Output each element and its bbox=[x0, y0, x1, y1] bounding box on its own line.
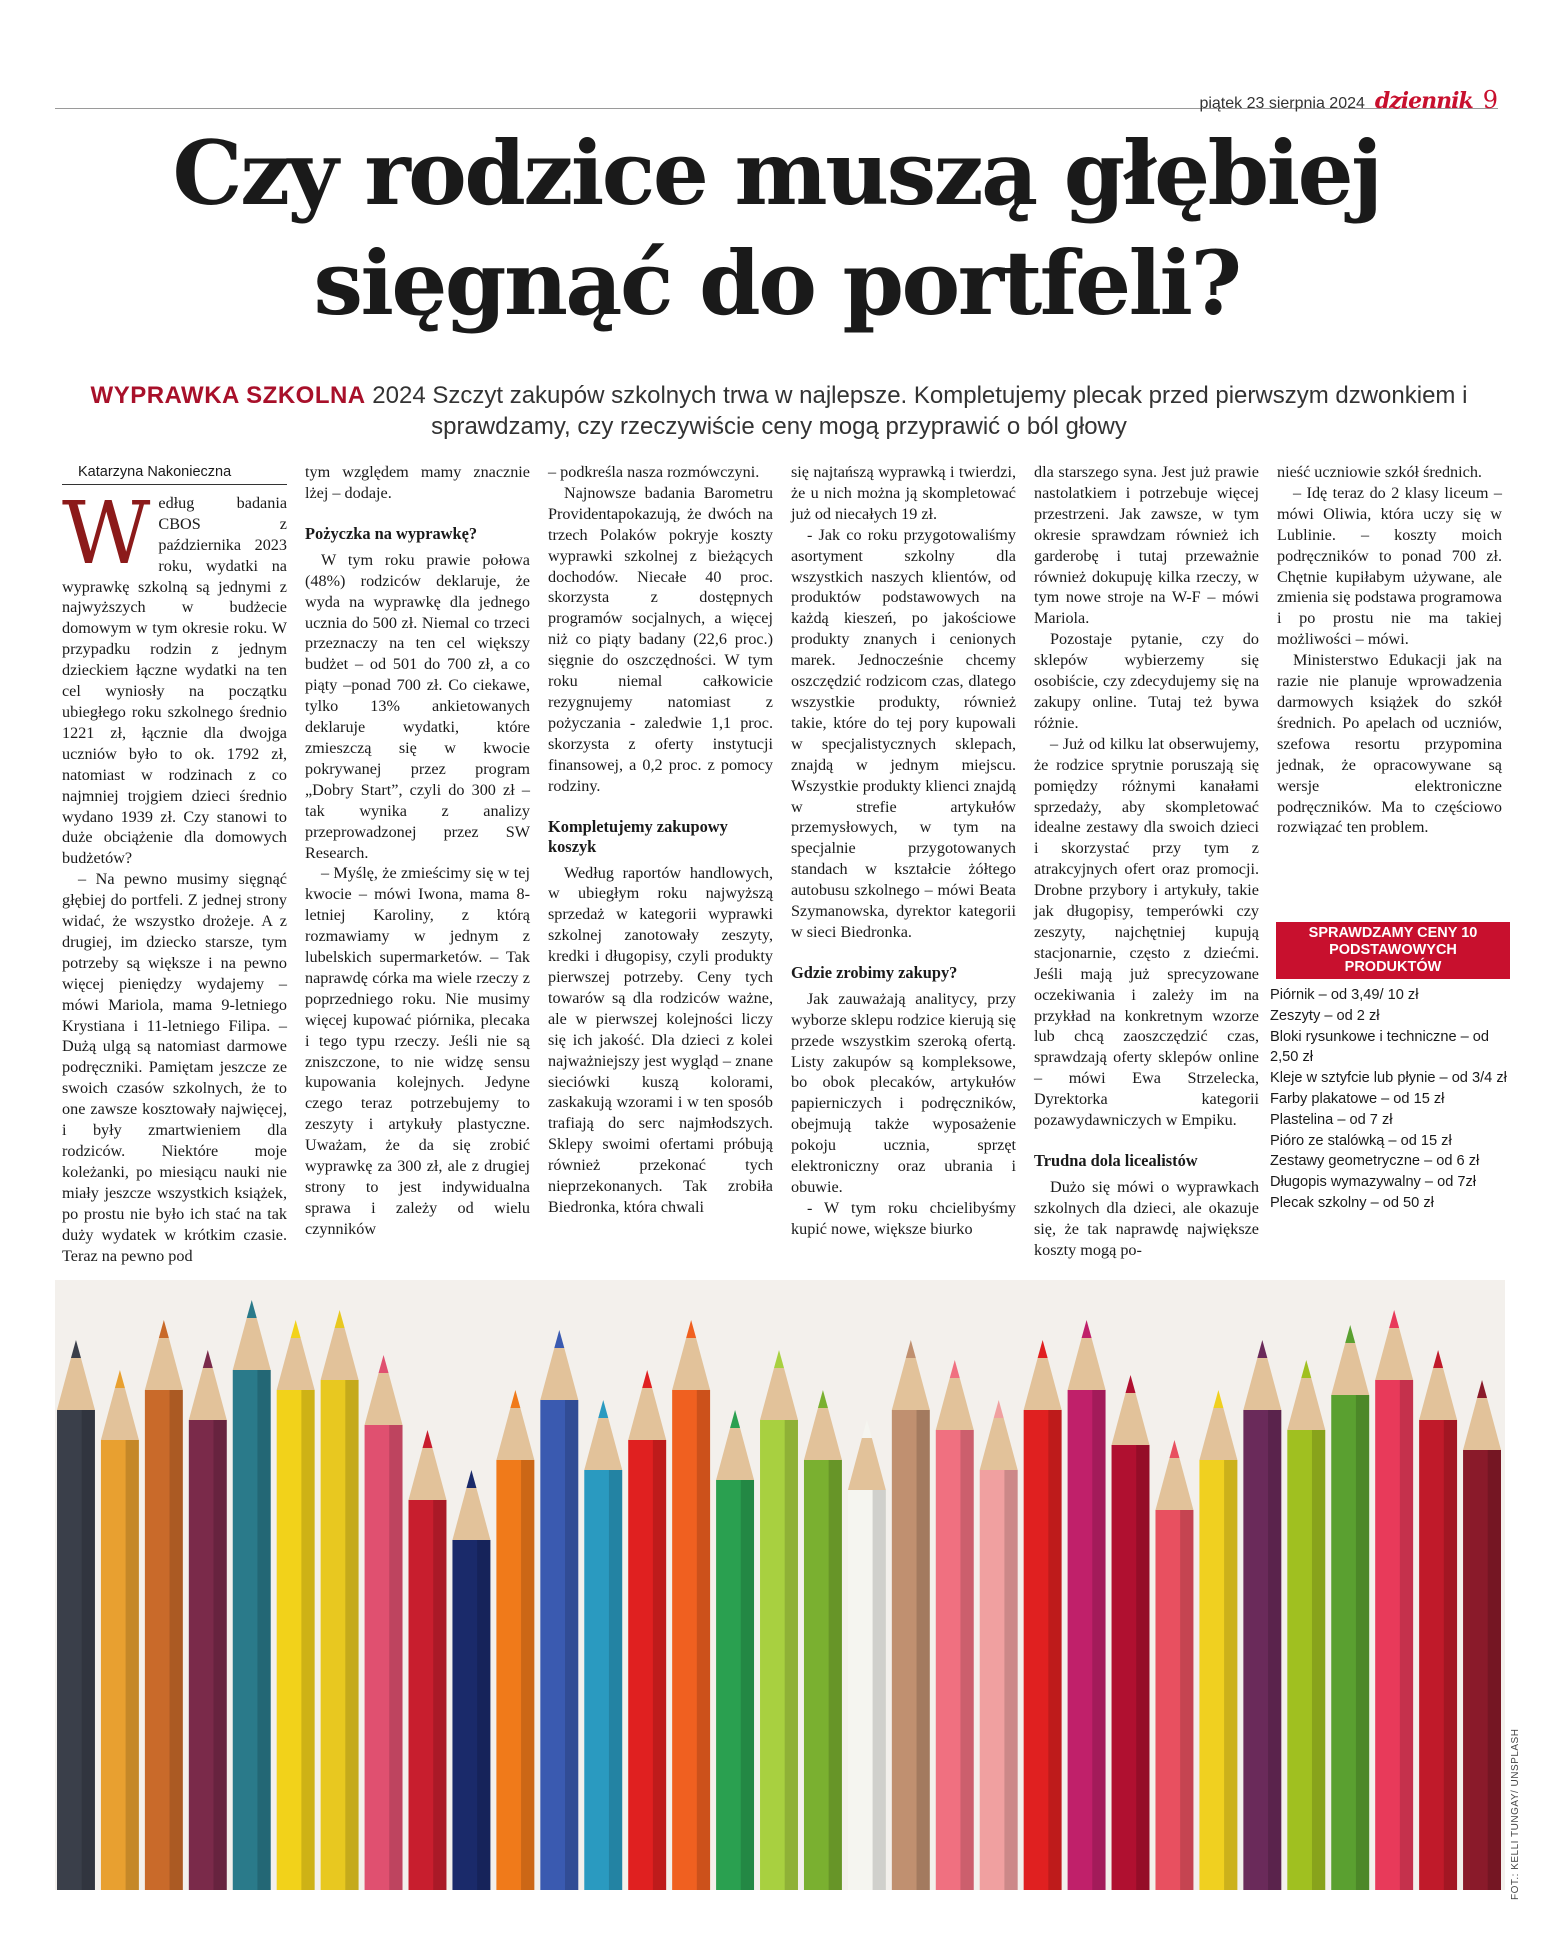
pencil-shade bbox=[829, 1460, 842, 1890]
paragraph: nieść uczniowie szkół średnich. bbox=[1277, 463, 1482, 481]
pencil-wood bbox=[277, 1338, 315, 1390]
headline-line-2: sięgnąć do portfeli? bbox=[313, 231, 1240, 335]
pencil-lead bbox=[994, 1400, 1004, 1418]
pencil-lead bbox=[730, 1410, 740, 1428]
pencil-lead bbox=[1169, 1440, 1179, 1458]
pencil-lead bbox=[510, 1390, 520, 1408]
pencil-shade bbox=[1356, 1395, 1369, 1890]
pencil-wood bbox=[980, 1418, 1018, 1470]
price-list bbox=[1270, 985, 1510, 1214]
pencil bbox=[365, 1355, 403, 1890]
pencil-shade bbox=[653, 1440, 666, 1890]
pencil-wood bbox=[57, 1358, 95, 1410]
pencil bbox=[496, 1390, 534, 1890]
pencil-shade bbox=[1488, 1450, 1501, 1890]
pencil-wood bbox=[233, 1318, 271, 1370]
pencil-shade bbox=[1092, 1390, 1105, 1890]
paragraph: Pozostaje pytanie, czy do sklepów wybierzemy się osobiście, czy zdecydujemy się na zakupy online. Tutaj też bywa różnie. bbox=[1034, 630, 1259, 732]
pencil-shade bbox=[565, 1400, 578, 1890]
pencil bbox=[1463, 1380, 1501, 1890]
paragraph: Dużo się mówi o wyprawkach szkolnych dla dzieci, ale okazuje się, że tak naprawdę największe koszty mogą po- bbox=[1034, 1178, 1259, 1259]
pencil bbox=[1024, 1340, 1062, 1890]
pencil-wood bbox=[365, 1373, 403, 1425]
pencil-shade bbox=[960, 1430, 973, 1890]
pencil-shade bbox=[213, 1420, 226, 1890]
column-5 bbox=[1034, 462, 1259, 1261]
pencil-wood bbox=[936, 1378, 974, 1430]
byline: Katarzyna Nakonieczna bbox=[62, 462, 287, 485]
pencil bbox=[1287, 1360, 1325, 1890]
pencil bbox=[716, 1410, 754, 1890]
paragraph: się najtańszą wyprawką i twierdzi, że u nich można ją skompletować już od niecałych 19 zł. bbox=[791, 463, 1016, 523]
pencil-shade bbox=[917, 1410, 930, 1890]
pencil-lead bbox=[291, 1320, 301, 1338]
pencil-shade bbox=[697, 1390, 710, 1890]
pencil-wood bbox=[1155, 1458, 1193, 1510]
pencil-lead bbox=[1257, 1340, 1267, 1358]
pencil-lead bbox=[335, 1310, 345, 1328]
pencil-shade bbox=[1180, 1510, 1193, 1890]
column-6 bbox=[1277, 462, 1502, 838]
pencil-lead bbox=[774, 1350, 784, 1368]
pencil-lead bbox=[466, 1470, 476, 1488]
column-1 bbox=[62, 462, 287, 1266]
pencil-shade bbox=[1444, 1420, 1457, 1890]
pencil bbox=[1375, 1310, 1413, 1890]
pencil bbox=[57, 1340, 95, 1890]
page-number: 9 bbox=[1482, 86, 1498, 114]
paragraph: – Idę teraz do 2 klasy liceum – mówi Oliwia, która uczy się w Lublinie. – koszty moich podręczników to ponad 700 zł. Chętnie kupiłabym używane, ale zmienia się podstawa programowa i po prostu nie ma takiej możliwości – mówi. bbox=[1277, 483, 1502, 649]
pencil-lead bbox=[686, 1320, 696, 1338]
photo-credit: FOT.: KELLI TUNGAY/ UNSPLASH bbox=[1510, 1728, 1521, 1900]
pencil-shade bbox=[170, 1390, 183, 1890]
subheading: Pożyczka na wyprawkę? bbox=[305, 523, 478, 543]
colored-pencils-photo bbox=[55, 1280, 1505, 1890]
lead-paragraph bbox=[70, 380, 1488, 442]
headline bbox=[55, 118, 1498, 338]
pencil-shade bbox=[82, 1410, 95, 1890]
price-box-title: SPRAWDZAMY CENY 10 PODSTAWOWYCH PRODUKTÓW bbox=[1276, 922, 1510, 979]
pencil-wood bbox=[409, 1448, 447, 1500]
paragraph: tym względem mamy znacznie lżej – dodaje. bbox=[305, 463, 530, 502]
paragraph: – Na pewno musimy sięgnąć głębiej do portfeli. Z jednej strony widać, że wszystko drożeje. A z drugiej, im dziecko starsze, tym potrzeby są większe i na pewno więcej pieniędzy wydajemy – mówi Mariola, mama 9-letniego Krystiana i 11-letniego Filipa. – Dużą ulgą są natomiast darmowe podręczniki. Pamiętam jeszcze ze swoich czasów szkolnych, że to one zawsze kosztowały najwięcej, i były zmartwieniem dla rodziców. Niektóre moje koleżanki, po miesiącu nauki nie miały jeszcze wszystkich książek, po prostu nie było ich stać na tak duży wydatek w krótkim czasie. Teraz na pewno pod bbox=[62, 870, 287, 1265]
paragraph: Najnowsze badania Barometru Providentapokazują, że dwóch na trzech Polaków pokryje koszty wyprawki szkolnej z bieżących dochodów. Niecałe 40 proc. skorzysta z dostępnych programów socjalnych, a więcej niż co piąty badany (22,6 proc.) sięgnie do oszczędności. W tym roku niemal całkowicie rezygnujemy natomiast z pożyczania - zaledwie 1,1 proc. skorzysta z oferty instytucji finansowej, a 0,2 proc. z pomocy rodziny. bbox=[548, 483, 773, 795]
paragraph: dla starszego syna. Jest już prawie nastolatkiem i potrzebuje więcej przestrzeni. Jak zawsze, w tym okresie sprawdzam również ich garderobę i tutaj przeważnie również dokupuję kilka rzeczy, w tym nowe stroje na W-F – mówi Mariola. bbox=[1034, 463, 1259, 628]
pencil-wood bbox=[452, 1488, 490, 1540]
pencil-lead bbox=[159, 1320, 169, 1338]
pencil-shade bbox=[1224, 1460, 1237, 1890]
pencil-shade bbox=[1268, 1410, 1281, 1890]
price-item: Farby plakatowe – od 15 zł bbox=[1270, 1090, 1445, 1107]
pencil bbox=[101, 1370, 139, 1890]
pencil-lead bbox=[247, 1300, 257, 1318]
pencil-wood bbox=[1331, 1343, 1369, 1395]
pencil bbox=[804, 1390, 842, 1890]
pencil-wood bbox=[1199, 1408, 1237, 1460]
pencil bbox=[1199, 1390, 1237, 1890]
pencil bbox=[628, 1370, 666, 1890]
price-item: Bloki rysunkowe i techniczne – od 2,50 zł bbox=[1270, 1028, 1490, 1066]
pencil-shade bbox=[477, 1540, 490, 1890]
pencil bbox=[1112, 1375, 1150, 1890]
masthead bbox=[1199, 86, 1498, 114]
pencil bbox=[1419, 1350, 1457, 1890]
pencil-lead bbox=[1345, 1325, 1355, 1343]
price-item: Kleje w sztyfcie lub płynie – od 3/4 zł bbox=[1270, 1070, 1507, 1087]
pencil-shade bbox=[1048, 1410, 1061, 1890]
pencil-wood bbox=[1243, 1358, 1281, 1410]
pencil bbox=[892, 1340, 930, 1890]
pencil-lead bbox=[598, 1400, 608, 1418]
paragraph: – Już od kilku lat obserwujemy, że rodzice sprytnie poruszają się pomiędzy różnymi kanałami sprzedaży, aby skompletować idealne zestawy dla swoich dzieci i skorzystać przy tym z atrakcyjnych ofert oraz promocji. Drobne przybory i artykuły, takie jak długopisy, temperówki czy zeszyty, najchętniej kupują stacjonarnie, często z dziećmi. Jeśli mają już sprecyzowane oczekiwania i zależy im na przykład na konkretnym wzorze lub chcą zaoszczędzić czas, sprawdzają oferty sklepów online – mówi Ewa Strzelecka, Dyrektorka kategorii pozawydawniczych w Empiku. bbox=[1034, 734, 1259, 1130]
column-4 bbox=[791, 462, 1016, 1240]
pencil-shade bbox=[1004, 1470, 1017, 1890]
price-item: Zestawy geometryczne – od 6 zł bbox=[1270, 1153, 1480, 1170]
pencil-shade bbox=[126, 1440, 139, 1890]
pencil-lead bbox=[1126, 1375, 1136, 1393]
pencil bbox=[1243, 1340, 1281, 1890]
pencil-lead bbox=[642, 1370, 652, 1388]
pencil-wood bbox=[628, 1388, 666, 1440]
pencil bbox=[233, 1300, 271, 1890]
pencil-shade bbox=[1136, 1445, 1149, 1890]
paragraph: edług badania CBOS z października 2023 roku, wydatki na wyprawkę szkolną są jednymi z najwyższych w budżecie domowym w tym okresie roku. W przypadku rodzin z jednym dzieckiem łączne wydatki na ten cel wyniosły na początku ubiegłego roku szkolnego średnio 1221 zł, łącznie dla dwojga uczniów było to ok. 1792 zł, natomiast w rodzinach z co najmniej trojgiem dzieci średnio wydano 1939 zł. Czy stanowi to duże obciążenie dla domowych budżetów? bbox=[62, 493, 287, 868]
pencil-wood bbox=[1463, 1398, 1501, 1450]
pencil-wood bbox=[804, 1408, 842, 1460]
pencil bbox=[189, 1350, 227, 1890]
pencil bbox=[277, 1320, 315, 1890]
pencil-lead bbox=[1433, 1350, 1443, 1368]
pencil-wood bbox=[540, 1348, 578, 1400]
pencil-wood bbox=[1375, 1328, 1413, 1380]
pencil-wood bbox=[1419, 1368, 1457, 1420]
pencil-wood bbox=[1112, 1393, 1150, 1445]
paragraph: Jak zauważają analitycy, przy wyborze sklepu rodzice kierują się przede wszystkim szeroką ofertą. Listy zakupów są kompleksowe, bo obok plecaków, artykułów papierniczych i podręczników, obejmują także wyposażenie pokoju ucznia, sprzęt elektroniczny oraz ubrania i obuwie. bbox=[791, 989, 1016, 1196]
pencil-shade bbox=[1312, 1430, 1325, 1890]
pencil-wood bbox=[848, 1438, 886, 1490]
pencil bbox=[848, 1420, 886, 1890]
pencil-wood bbox=[496, 1408, 534, 1460]
paragraph: – podkreśla nasza rozmówczyni. bbox=[548, 463, 760, 481]
pencil bbox=[672, 1320, 710, 1890]
pencil-wood bbox=[1287, 1378, 1325, 1430]
price-item: Długopis wymazywalny – od 7zł bbox=[1270, 1174, 1477, 1191]
pencil-shade bbox=[521, 1460, 534, 1890]
pencil-wood bbox=[189, 1368, 227, 1420]
pencil-lead bbox=[1389, 1310, 1399, 1328]
subheading: Gdzie zrobimy zakupy? bbox=[791, 962, 958, 982]
pencil-lead bbox=[71, 1340, 81, 1358]
pencil-shade bbox=[785, 1420, 798, 1890]
pencil-lead bbox=[1082, 1320, 1092, 1338]
pencil bbox=[321, 1310, 359, 1890]
pencils-illustration bbox=[55, 1280, 1505, 1890]
pencil-lead bbox=[818, 1390, 828, 1408]
pencil-wood bbox=[145, 1338, 183, 1390]
pencil-shade bbox=[345, 1380, 358, 1890]
pencil bbox=[540, 1330, 578, 1890]
pencil-shade bbox=[389, 1425, 402, 1890]
pencil-wood bbox=[892, 1358, 930, 1410]
price-item: Piórnik – od 3,49/ 10 zł bbox=[1270, 987, 1419, 1003]
pencil-lead bbox=[1301, 1360, 1311, 1378]
lead-kicker: WYPRAWKA SZKOLNA bbox=[90, 382, 366, 409]
pencil-shade bbox=[301, 1390, 314, 1890]
pencil-wood bbox=[760, 1368, 798, 1420]
pencil-lead bbox=[554, 1330, 564, 1348]
pencil-shade bbox=[1400, 1380, 1413, 1890]
pencil-wood bbox=[1068, 1338, 1106, 1390]
pencil-shade bbox=[609, 1470, 622, 1890]
paragraph: – Myślę, że zmieścimy się w tej kwocie – mówi Iwona, mama 8-letniej Karoliny, z którą rozmawiamy w jednym z lubelskich supermarketów. – Tak naprawdę córka ma wiele rzeczy z poprzedniego roku. Nie musimy więcej kupować piórnika, plecaka i tego typu rzeczy. Jeśli nie są zniszczone, to nie widzę sensu kupowania kolejnych. Jedyne czego teraz potrzebujemy to zeszyty i artykuły plastyczne. Uważam, że da się zrobić wyprawkę za 300 zł, ale z drugiej strony to jest indywidualna sprawa i zależy od wielu czynników bbox=[305, 864, 530, 1238]
price-item: Zeszyty – od 2 zł bbox=[1270, 1007, 1380, 1024]
pencil-lead bbox=[1477, 1380, 1487, 1398]
pencil bbox=[584, 1400, 622, 1890]
issue-date: piątek 23 sierpnia 2024 bbox=[1199, 95, 1365, 112]
newspaper-logo: dziennik bbox=[1374, 88, 1473, 114]
pencil-shade bbox=[257, 1370, 270, 1890]
pencil-wood bbox=[716, 1428, 754, 1480]
pencil bbox=[936, 1360, 974, 1890]
pencil-shade bbox=[873, 1490, 886, 1890]
pencil-lead bbox=[203, 1350, 213, 1368]
pencil-lead bbox=[906, 1340, 916, 1358]
price-box bbox=[1270, 922, 1510, 1214]
pencil-shade bbox=[741, 1480, 754, 1890]
pencil-wood bbox=[584, 1418, 622, 1470]
paragraph: - Jak co roku przygotowaliśmy asortyment szkolny dla wszystkich naszych klientów, od produktów podstawowych na każdą kieszeń, po jakościowe produkty znanych i cenionych marek. Jednocześnie chcemy oszczędzić rodzicom czas, dlatego wszystkie produkty, również takie, które do tej pory kupowali w specjalistycznych sklepach, znajdą w jednym miejscu. Wszystkie produkty klienci znajdą w strefie artykułów przemysłowych, w tym na specjalnie przygotowanych standach w kształcie żółtego autobusu szkolnego – mówi Beata Szymanowska, dyrektor kategorii w sieci Biedronka. bbox=[791, 525, 1016, 941]
pencil-lead bbox=[422, 1430, 432, 1448]
pencil-lead bbox=[379, 1355, 389, 1373]
pencil bbox=[409, 1430, 447, 1890]
pencil bbox=[1331, 1325, 1369, 1890]
pencil-wood bbox=[101, 1388, 139, 1440]
pencil-lead bbox=[1213, 1390, 1223, 1408]
drop-cap: W bbox=[62, 483, 151, 584]
pencil bbox=[145, 1320, 183, 1890]
pencil bbox=[1068, 1320, 1106, 1890]
pencil bbox=[980, 1400, 1018, 1890]
pencil-wood bbox=[321, 1328, 359, 1380]
price-item: Plastelina – od 7 zł bbox=[1270, 1111, 1393, 1128]
pencil bbox=[452, 1470, 490, 1890]
pencil-lead bbox=[1038, 1340, 1048, 1358]
paragraph: - W tym roku chcielibyśmy kupić nowe, większe biurko bbox=[791, 1198, 1016, 1238]
pencil-lead bbox=[862, 1420, 872, 1438]
column-2 bbox=[305, 462, 530, 1240]
pencil bbox=[760, 1350, 798, 1890]
pencil-shade bbox=[433, 1500, 446, 1890]
price-item: Pióro ze stalówką – od 15 zł bbox=[1270, 1132, 1452, 1149]
lead-text: 2024 Szczyt zakupów szkolnych trwa w najlepsze. Kompletujemy plecak przed pierwszym dzwonkiem i sprawdzamy, czy rzeczywiście ceny mogą przyprawić o ból głowy bbox=[365, 382, 1468, 440]
column-3 bbox=[548, 462, 773, 1218]
subheading: Trudna dola licealistów bbox=[1034, 1151, 1198, 1170]
paragraph: Według raportów handlowych, w ubiegłym roku najwyższą sprzedaż w kategorii wyprawki szkolnej zanotowały zeszyty, kredki i długopisy, czyli produkty pierwszej potrzeby. Ceny tych towarów są dla rodziców ważne, ale w pierwszej kolejności liczy się ich jakość. Dla dzieci z kolei najważniejszy jest wygląd – znane sieciówki kuszą kolorami, zaskakują wzorami i w ten sposób trafiają do serc najmłodszych. Sklepy swoimi ofertami próbują również przekonać tych nieprzekonanych. Tak zrobiła Biedronka, która chwali bbox=[548, 863, 773, 1216]
paragraph: W tym roku prawie połowa (48%) rodziców deklaruje, że wyda na wyprawkę dla jednego ucznia do 500 zł. Niemal co trzeci przeznaczy na ten cel większy budżet – od 501 do 700 zł, a co piąty –ponad 700 zł. Co ciekawe, tylko 13% ankietowanych deklaruje wydatki, które zmieszczą się w kwocie pokrywanej przez program „Dobry Start”, czyli do 300 zł – tak wynika z analizy przeprowadzonej przez SW Research. bbox=[305, 550, 530, 862]
subheading: Kompletujemy zakupowy koszyk bbox=[548, 816, 728, 856]
pencil bbox=[1155, 1440, 1193, 1890]
pencil-wood bbox=[672, 1338, 710, 1390]
pencil-lead bbox=[115, 1370, 125, 1388]
price-item: Plecak szkolny – od 50 zł bbox=[1270, 1194, 1434, 1211]
pencil-wood bbox=[1024, 1358, 1062, 1410]
paragraph: Ministerstwo Edukacji jak na razie nie planuje wprowadzenia darmowych książek do szkół średnich. Po apelach od uczniów, szefowa resortu przypomina jednak, że opracowywane są wersje elektroniczne podręczników. Ma to częściowo rozwiązać ten problem. bbox=[1277, 651, 1502, 837]
pencil-lead bbox=[950, 1360, 960, 1378]
headline-line-1: Czy rodzice muszą głębiej bbox=[172, 121, 1381, 225]
